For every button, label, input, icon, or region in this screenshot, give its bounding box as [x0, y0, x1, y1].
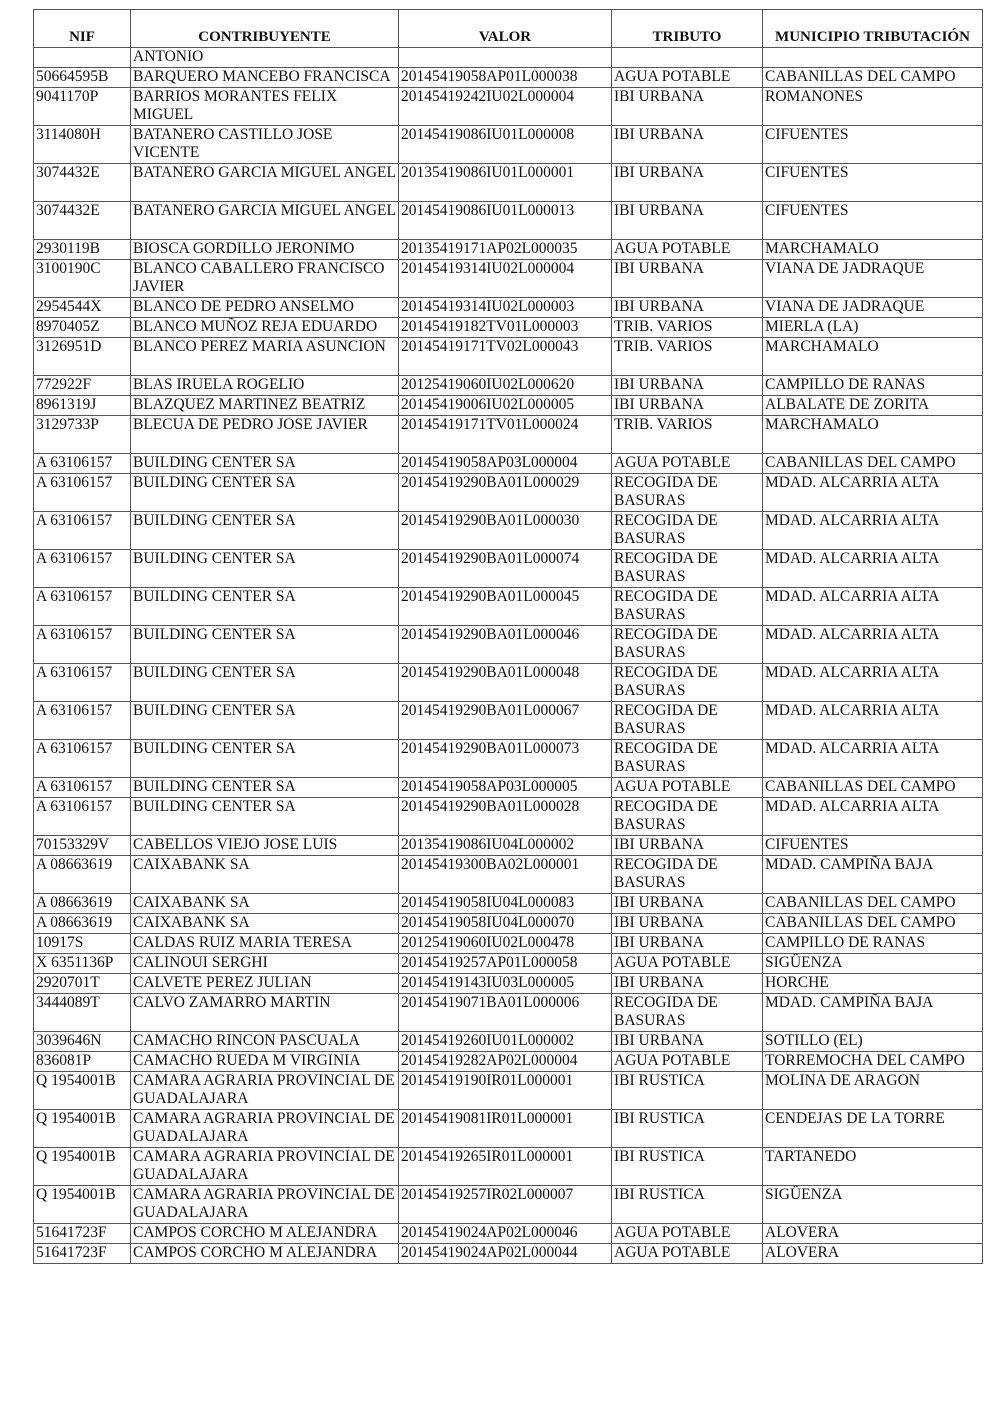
cell-tributo: RECOGIDA DE BASURAS — [612, 798, 763, 836]
cell-contribuyente: BLANCO PEREZ MARIA ASUNCION — [131, 338, 399, 376]
table-row — [34, 974, 983, 994]
cell-municipio: MDAD. ALCARRIA ALTA — [763, 740, 983, 778]
cell-tributo: RECOGIDA DE BASURAS — [612, 550, 763, 588]
cell-tributo: AGUA POTABLE — [612, 240, 763, 260]
cell-tributo: IBI URBANA — [612, 88, 763, 126]
cell-contribuyente: CAMARA AGRARIA PROVINCIAL DE GUADALAJARA — [131, 1110, 399, 1148]
cell-contribuyente: BLANCO CABALLERO FRANCISCO JAVIER — [131, 260, 399, 298]
cell-tributo: RECOGIDA DE BASURAS — [612, 740, 763, 778]
cell-tributo: IBI URBANA — [612, 894, 763, 914]
cell-valor: 20145419006IU02L000005 — [399, 396, 612, 416]
cell-municipio: ALOVERA — [763, 1244, 983, 1264]
cell-tributo: IBI URBANA — [612, 974, 763, 994]
cell-nif — [34, 48, 131, 68]
cell-municipio: CABANILLAS DEL CAMPO — [763, 454, 983, 474]
cell-tributo: AGUA POTABLE — [612, 454, 763, 474]
cell-valor: 20135419171AP02L000035 — [399, 240, 612, 260]
cell-nif: A 63106157 — [34, 664, 131, 702]
cell-nif: 2920701T — [34, 974, 131, 994]
cell-contribuyente: CAIXABANK SA — [131, 894, 399, 914]
cell-municipio: CABANILLAS DEL CAMPO — [763, 68, 983, 88]
cell-municipio — [763, 48, 983, 68]
cell-contribuyente: CALINOUI SERGHI — [131, 954, 399, 974]
cell-tributo: IBI URBANA — [612, 1032, 763, 1052]
cell-valor: 20145419143IU03L000005 — [399, 974, 612, 994]
header-nif: NIF — [34, 10, 131, 48]
cell-nif: Q 1954001B — [34, 1072, 131, 1110]
cell-municipio: MIERLA (LA) — [763, 318, 983, 338]
cell-contribuyente: BATANERO GARCIA MIGUEL ANGEL — [131, 164, 399, 202]
table-row — [34, 48, 983, 68]
cell-valor — [399, 48, 612, 68]
cell-municipio: MDAD. ALCARRIA ALTA — [763, 588, 983, 626]
cell-valor: 20145419290BA01L000048 — [399, 664, 612, 702]
cell-municipio: CAMPILLO DE RANAS — [763, 376, 983, 396]
cell-tributo: RECOGIDA DE BASURAS — [612, 588, 763, 626]
cell-nif: A 08663619 — [34, 894, 131, 914]
cell-contribuyente: BUILDING CENTER SA — [131, 474, 399, 512]
cell-municipio: TORREMOCHA DEL CAMPO — [763, 1052, 983, 1072]
table-row — [34, 396, 983, 416]
cell-nif: Q 1954001B — [34, 1148, 131, 1186]
table-row — [34, 588, 983, 626]
cell-contribuyente: CAMARA AGRARIA PROVINCIAL DE GUADALAJARA — [131, 1072, 399, 1110]
table-row — [34, 664, 983, 702]
cell-tributo: AGUA POTABLE — [612, 68, 763, 88]
cell-tributo: IBI RUSTICA — [612, 1072, 763, 1110]
table-row — [34, 1224, 983, 1244]
cell-contribuyente: CAMPOS CORCHO M ALEJANDRA — [131, 1244, 399, 1264]
cell-valor: 20145419290BA01L000074 — [399, 550, 612, 588]
cell-nif: 50664595B — [34, 68, 131, 88]
table-row — [34, 626, 983, 664]
cell-valor: 20145419182TV01L000003 — [399, 318, 612, 338]
cell-tributo: TRIB. VARIOS — [612, 416, 763, 454]
table-row — [34, 836, 983, 856]
cell-contribuyente: BLECUA DE PEDRO JOSE JAVIER — [131, 416, 399, 454]
cell-tributo: IBI URBANA — [612, 260, 763, 298]
cell-valor: 20145419257AP01L000058 — [399, 954, 612, 974]
cell-municipio: CAMPILLO DE RANAS — [763, 934, 983, 954]
cell-municipio: MDAD. ALCARRIA ALTA — [763, 512, 983, 550]
cell-municipio: ROMANONES — [763, 88, 983, 126]
cell-valor: 20145419024AP02L000046 — [399, 1224, 612, 1244]
cell-municipio: VIANA DE JADRAQUE — [763, 298, 983, 318]
cell-contribuyente: CAIXABANK SA — [131, 914, 399, 934]
cell-tributo: RECOGIDA DE BASURAS — [612, 664, 763, 702]
cell-municipio: MARCHAMALO — [763, 416, 983, 454]
cell-valor: 20145419058AP03L000004 — [399, 454, 612, 474]
cell-contribuyente: BATANERO GARCIA MIGUEL ANGEL — [131, 202, 399, 240]
cell-contribuyente: CABELLOS VIEJO JOSE LUIS — [131, 836, 399, 856]
cell-municipio: MDAD. CAMPIÑA BAJA — [763, 856, 983, 894]
cell-tributo: TRIB. VARIOS — [612, 318, 763, 338]
cell-tributo: IBI URBANA — [612, 376, 763, 396]
cell-contribuyente: BUILDING CENTER SA — [131, 798, 399, 836]
cell-tributo: IBI URBANA — [612, 298, 763, 318]
table-row — [34, 1186, 983, 1224]
cell-contribuyente: BLAS IRUELA ROGELIO — [131, 376, 399, 396]
cell-valor: 20145419058IU04L000083 — [399, 894, 612, 914]
cell-contribuyente: BLANCO MUÑOZ REJA EDUARDO — [131, 318, 399, 338]
taxpayer-table — [33, 9, 983, 1264]
cell-nif: 3126951D — [34, 338, 131, 376]
cell-tributo: RECOGIDA DE BASURAS — [612, 474, 763, 512]
cell-contribuyente: BIOSCA GORDILLO JERONIMO — [131, 240, 399, 260]
cell-valor: 20145419058IU04L000070 — [399, 914, 612, 934]
cell-contribuyente: CAMPOS CORCHO M ALEJANDRA — [131, 1224, 399, 1244]
cell-contribuyente: CAMACHO RINCON PASCUALA — [131, 1032, 399, 1052]
cell-nif: 2930119B — [34, 240, 131, 260]
table-row — [34, 1032, 983, 1052]
cell-valor: 20145419314IU02L000003 — [399, 298, 612, 318]
cell-tributo: RECOGIDA DE BASURAS — [612, 512, 763, 550]
cell-tributo: RECOGIDA DE BASURAS — [612, 626, 763, 664]
cell-contribuyente: BUILDING CENTER SA — [131, 778, 399, 798]
cell-nif: 9041170P — [34, 88, 131, 126]
cell-nif: A 08663619 — [34, 856, 131, 894]
table-row — [34, 1110, 983, 1148]
cell-contribuyente: CALVETE PEREZ JULIAN — [131, 974, 399, 994]
cell-valor: 20145419257IR02L000007 — [399, 1186, 612, 1224]
cell-nif: A 63106157 — [34, 512, 131, 550]
cell-contribuyente: ANTONIO — [131, 48, 399, 68]
table-row — [34, 512, 983, 550]
cell-tributo — [612, 48, 763, 68]
table-row — [34, 416, 983, 454]
cell-valor: 20145419265IR01L000001 — [399, 1148, 612, 1186]
table-row — [34, 1244, 983, 1264]
cell-tributo: IBI URBANA — [612, 836, 763, 856]
cell-municipio: CABANILLAS DEL CAMPO — [763, 894, 983, 914]
cell-municipio: HORCHE — [763, 974, 983, 994]
cell-municipio: SIGÜENZA — [763, 1186, 983, 1224]
cell-contribuyente: CAMACHO RUEDA M VIRGINIA — [131, 1052, 399, 1072]
table-header-row — [34, 10, 983, 48]
table-row — [34, 994, 983, 1032]
table-row — [34, 778, 983, 798]
cell-contribuyente: CAMARA AGRARIA PROVINCIAL DE GUADALAJARA — [131, 1148, 399, 1186]
cell-valor: 20145419290BA01L000029 — [399, 474, 612, 512]
table-row — [34, 1052, 983, 1072]
table-row — [34, 164, 983, 202]
cell-valor: 20145419086IU01L000008 — [399, 126, 612, 164]
cell-tributo: IBI RUSTICA — [612, 1148, 763, 1186]
cell-tributo: RECOGIDA DE BASURAS — [612, 856, 763, 894]
cell-municipio: MDAD. ALCARRIA ALTA — [763, 702, 983, 740]
cell-valor: 20145419190IR01L000001 — [399, 1072, 612, 1110]
table-row — [34, 318, 983, 338]
cell-valor: 20145419058AP03L000005 — [399, 778, 612, 798]
table-row — [34, 1072, 983, 1110]
cell-valor: 20145419071BA01L000006 — [399, 994, 612, 1032]
cell-contribuyente: BUILDING CENTER SA — [131, 454, 399, 474]
cell-nif: 10917S — [34, 934, 131, 954]
cell-nif: A 08663619 — [34, 914, 131, 934]
cell-municipio: MDAD. ALCARRIA ALTA — [763, 664, 983, 702]
cell-contribuyente: BUILDING CENTER SA — [131, 664, 399, 702]
cell-valor: 20145419171TV01L000024 — [399, 416, 612, 454]
cell-tributo: AGUA POTABLE — [612, 1224, 763, 1244]
cell-nif: 51641723F — [34, 1224, 131, 1244]
table-row — [34, 260, 983, 298]
cell-valor: 20145419058AP01L000038 — [399, 68, 612, 88]
cell-municipio: CIFUENTES — [763, 164, 983, 202]
cell-valor: 20145419314IU02L000004 — [399, 260, 612, 298]
cell-valor: 20145419290BA01L000073 — [399, 740, 612, 778]
cell-contribuyente: BLANCO DE PEDRO ANSELMO — [131, 298, 399, 318]
table-row — [34, 68, 983, 88]
cell-tributo: IBI URBANA — [612, 914, 763, 934]
cell-nif: 3114080H — [34, 126, 131, 164]
cell-nif: 3039646N — [34, 1032, 131, 1052]
cell-municipio: CABANILLAS DEL CAMPO — [763, 914, 983, 934]
table-row — [34, 126, 983, 164]
cell-nif: A 63106157 — [34, 740, 131, 778]
cell-contribuyente: BATANERO CASTILLO JOSE VICENTE — [131, 126, 399, 164]
cell-tributo: RECOGIDA DE BASURAS — [612, 702, 763, 740]
cell-nif: 8970405Z — [34, 318, 131, 338]
table-row — [34, 474, 983, 512]
header-tributo: TRIBUTO — [612, 10, 763, 48]
cell-contribuyente: BUILDING CENTER SA — [131, 588, 399, 626]
table-row — [34, 550, 983, 588]
cell-nif: 3444089T — [34, 994, 131, 1032]
cell-municipio: SIGÜENZA — [763, 954, 983, 974]
cell-valor: 20135419086IU04L000002 — [399, 836, 612, 856]
cell-nif: 51641723F — [34, 1244, 131, 1264]
cell-contribuyente: BLAZQUEZ MARTINEZ BEATRIZ — [131, 396, 399, 416]
cell-valor: 20145419086IU01L000013 — [399, 202, 612, 240]
cell-municipio: TARTANEDO — [763, 1148, 983, 1186]
cell-nif: 3074432E — [34, 202, 131, 240]
cell-nif: Q 1954001B — [34, 1186, 131, 1224]
cell-contribuyente: CAIXABANK SA — [131, 856, 399, 894]
cell-nif: 2954544X — [34, 298, 131, 318]
table-row — [34, 1148, 983, 1186]
table-row — [34, 702, 983, 740]
table-row — [34, 740, 983, 778]
cell-nif: 836081P — [34, 1052, 131, 1072]
cell-tributo: TRIB. VARIOS — [612, 338, 763, 376]
cell-tributo: IBI RUSTICA — [612, 1186, 763, 1224]
cell-valor: 20145419024AP02L000044 — [399, 1244, 612, 1264]
cell-nif: 3074432E — [34, 164, 131, 202]
cell-nif: A 63106157 — [34, 626, 131, 664]
table-row — [34, 914, 983, 934]
cell-contribuyente: BUILDING CENTER SA — [131, 740, 399, 778]
cell-tributo: AGUA POTABLE — [612, 778, 763, 798]
cell-contribuyente: BUILDING CENTER SA — [131, 512, 399, 550]
cell-municipio: CIFUENTES — [763, 202, 983, 240]
cell-tributo: RECOGIDA DE BASURAS — [612, 994, 763, 1032]
table-row — [34, 798, 983, 836]
cell-nif: A 63106157 — [34, 588, 131, 626]
cell-municipio: ALBALATE DE ZORITA — [763, 396, 983, 416]
cell-contribuyente: CALVO ZAMARRO MARTIN — [131, 994, 399, 1032]
header-municipio: MUNICIPIO TRIBUTACIÓN — [763, 10, 983, 48]
cell-nif: A 63106157 — [34, 454, 131, 474]
cell-valor: 20145419290BA01L000045 — [399, 588, 612, 626]
cell-municipio: CENDEJAS DE LA TORRE — [763, 1110, 983, 1148]
cell-tributo: IBI RUSTICA — [612, 1110, 763, 1148]
cell-tributo: AGUA POTABLE — [612, 1052, 763, 1072]
cell-nif: A 63106157 — [34, 778, 131, 798]
cell-tributo: AGUA POTABLE — [612, 1244, 763, 1264]
cell-nif: X 6351136P — [34, 954, 131, 974]
cell-nif: 70153329V — [34, 836, 131, 856]
cell-municipio: MDAD. ALCARRIA ALTA — [763, 626, 983, 664]
table-row — [34, 934, 983, 954]
cell-municipio: MDAD. ALCARRIA ALTA — [763, 798, 983, 836]
cell-tributo: IBI URBANA — [612, 396, 763, 416]
table-row — [34, 338, 983, 376]
table-row — [34, 202, 983, 240]
cell-nif: Q 1954001B — [34, 1110, 131, 1148]
table-row — [34, 856, 983, 894]
table-row — [34, 298, 983, 318]
cell-municipio: CIFUENTES — [763, 836, 983, 856]
cell-nif: 8961319J — [34, 396, 131, 416]
cell-valor: 20145419290BA01L000030 — [399, 512, 612, 550]
cell-nif: 3129733P — [34, 416, 131, 454]
cell-valor: 20125419060IU02L000620 — [399, 376, 612, 396]
cell-municipio: SOTILLO (EL) — [763, 1032, 983, 1052]
cell-municipio: MARCHAMALO — [763, 338, 983, 376]
table-row — [34, 954, 983, 974]
table-row — [34, 88, 983, 126]
cell-tributo: IBI URBANA — [612, 126, 763, 164]
cell-municipio: MDAD. ALCARRIA ALTA — [763, 550, 983, 588]
cell-municipio: VIANA DE JADRAQUE — [763, 260, 983, 298]
cell-contribuyente: CAMARA AGRARIA PROVINCIAL DE GUADALAJARA — [131, 1186, 399, 1224]
cell-tributo: IBI URBANA — [612, 164, 763, 202]
cell-nif: A 63106157 — [34, 474, 131, 512]
cell-valor: 20145419290BA01L000046 — [399, 626, 612, 664]
cell-tributo: AGUA POTABLE — [612, 954, 763, 974]
table-row — [34, 894, 983, 914]
cell-municipio: MARCHAMALO — [763, 240, 983, 260]
cell-valor: 20125419060IU02L000478 — [399, 934, 612, 954]
cell-tributo: IBI URBANA — [612, 934, 763, 954]
cell-valor: 20135419086IU01L000001 — [399, 164, 612, 202]
table-row — [34, 240, 983, 260]
cell-contribuyente: CALDAS RUIZ MARIA TERESA — [131, 934, 399, 954]
cell-municipio: MOLINA DE ARAGON — [763, 1072, 983, 1110]
cell-nif: A 63106157 — [34, 798, 131, 836]
cell-valor: 20145419282AP02L000004 — [399, 1052, 612, 1072]
cell-contribuyente: BUILDING CENTER SA — [131, 702, 399, 740]
cell-contribuyente: BARRIOS MORANTES FELIX MIGUEL — [131, 88, 399, 126]
cell-municipio: CABANILLAS DEL CAMPO — [763, 778, 983, 798]
cell-nif: 3100190C — [34, 260, 131, 298]
cell-nif: A 63106157 — [34, 550, 131, 588]
cell-municipio: CIFUENTES — [763, 126, 983, 164]
cell-contribuyente: BUILDING CENTER SA — [131, 626, 399, 664]
header-contribuyente: CONTRIBUYENTE — [131, 10, 399, 48]
cell-valor: 20145419242IU02L000004 — [399, 88, 612, 126]
cell-contribuyente: BUILDING CENTER SA — [131, 550, 399, 588]
cell-municipio: ALOVERA — [763, 1224, 983, 1244]
cell-contribuyente: BARQUERO MANCEBO FRANCISCA — [131, 68, 399, 88]
table-row — [34, 376, 983, 396]
cell-valor: 20145419260IU01L000002 — [399, 1032, 612, 1052]
cell-municipio: MDAD. CAMPIÑA BAJA — [763, 994, 983, 1032]
header-valor: VALOR — [399, 10, 612, 48]
cell-valor: 20145419300BA02L000001 — [399, 856, 612, 894]
cell-valor: 20145419290BA01L000028 — [399, 798, 612, 836]
cell-nif: A 63106157 — [34, 702, 131, 740]
table-row — [34, 454, 983, 474]
table-body — [34, 48, 983, 1264]
cell-valor: 20145419290BA01L000067 — [399, 702, 612, 740]
cell-valor: 20145419081IR01L000001 — [399, 1110, 612, 1148]
cell-nif: 772922F — [34, 376, 131, 396]
cell-tributo: IBI URBANA — [612, 202, 763, 240]
cell-valor: 20145419171TV02L000043 — [399, 338, 612, 376]
cell-municipio: MDAD. ALCARRIA ALTA — [763, 474, 983, 512]
